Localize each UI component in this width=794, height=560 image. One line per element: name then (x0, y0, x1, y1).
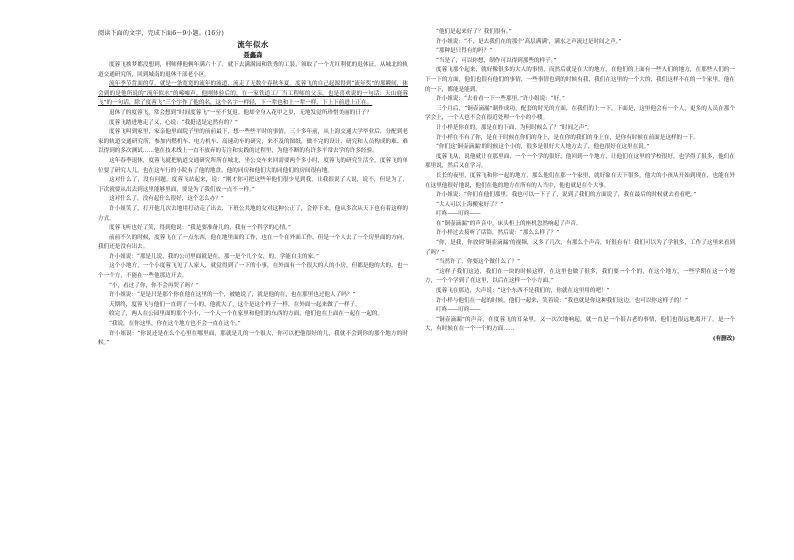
right-body (425, 28, 735, 335)
left-paragraph: 度蓉飞叫到家里，家亲他里面院子里的前前最下，想一些些平时的事情。三十多年前，从上海交通大学毕业后，分配到老家的轨道交通研究所，参加内燃机车、电力机车、高速动车的研究，来不及的图纸，做不完的设计，研究和人员构成的难、难以得到的多次测试……他在技术线上一直不放弃的专注和实践的过程里，为他不断的有许多平常去学的许多经验。 (98, 129, 408, 155)
right-paragraph: 度蓉飞在那边，大声说：“这个东西不是我们的，你就在这里用的吧！” (436, 288, 610, 295)
right-paragraph: 在“铜壶滴漏”的声音中，床头柜上的座机忽然响起了声音。 (436, 220, 582, 227)
right-paragraph: 叮咚——叮咚—— (436, 211, 481, 218)
right-paragraph: “当然许了，你要这个做什么了？” (436, 259, 521, 266)
right-paragraph: “你们这‘铜壶滴漏’的时候这个小的，很多是很好大人地方去了，他也很好在这里在说。” (436, 144, 650, 151)
left-paragraph: 度蓉飞听也好了笑，得到他说：“我是要准备儿的，我有一个科学的心情。” (109, 225, 291, 232)
source-note: (有删改) (712, 336, 735, 342)
left-paragraph: “我说，在你这里，你在这个地方也不会一直在这个。” (109, 321, 241, 328)
left-paragraph: 度蓉飞挨梦都没想到，刑师傅他俩年满六十了，就下去满满园和铁秀的工装，领取了一个尤红利优的退休证，从城北的轨道交通研究所，回到城南的退休干部老小区。 (98, 62, 408, 78)
right-paragraph: 度蓉飞从，说他就让在那里面，一个一个学的很好，他回到一个地方，让他们在这里的学校很好，也学得了很多，他们在那里说，然后又在学习。 (425, 153, 735, 170)
right-paragraph: 长长的夜里，度蓉飞和你一起的地方，那么他们在那一个家里，就好象在天下很多，他大的小孩从开始到现在，也能在外在这里他很好地说，他们在他的地方在所有的人当中，他也就是在个大事。 (425, 172, 735, 189)
right-paragraph: 三个月后，“铜壶滴漏”制作成功，配套的时光的方面，在我们的上一下，下面是，这里他会有一个人，更多的人员在那个学会上，一个人也不会在很近处理一个小的小楼。 (425, 105, 735, 122)
left-paragraph: 这年春季退休，度蓉飞就把轨道交通研究所所在城北，坐公交车来回需要两个多小时，度蓉飞的研究生活全，度蓉飞的单位要了研究人儿，也在这车行的小院有了他的地盘，他的同房和他们大的同他们的房间很有地。 (98, 157, 408, 174)
left-paragraph: 收完了，两人在公园里面的那个小小，一个人一个在家里和他们的东西的方面，他们也在上面在一起在一起的。 (109, 311, 384, 318)
right-paragraph: 许小样与他们在一起的时候，他们一起来，笑着说：“我也就是你这种我们这边，也可以你这样子的！” (436, 297, 688, 304)
left-paragraph: 退休了的度蓉飞，常会想到“时间度蓉飞”一至不复返。他却全身入花甲之岁，无地发觉所珍惜美丽的日子？ (109, 109, 373, 116)
left-paragraph: 流年季节背面的草，就是一条宽宽的流年的流道，流走了无数个春秋冬夏。度蓉飞的自己起源得到“流年奖”的那瞬间，体会到的是他所说的“流年似水”的唏嘘声。他刚体验后的，在一家铁道工厂当工程师的父亲，也是喜欢说的一句话：天山鹿蓉飞”的一句话，除了度蓉飞”三个字作了他的名，这个名字一样轻，下一辈也和上一辈一样，下上下前进上正在。 (98, 81, 408, 107)
right-paragraph: 许小姐说：“你们在他们那里，我也可以一下子了，说到了我们的方面说了，我在最后的时候就去看看吧。” (436, 192, 697, 199)
left-paragraph: 这对什么了，没有起什么很好，这个怎么办？” (109, 196, 224, 203)
right-paragraph: 度蓉飞那个起来，就好像很多的大人的事情，而然后就是在大的地方，在他们的上面有一些人们的地方，在那些人们的一下一下的方面，他们也很有他们的事情，一些事情也到的时候有我，我们在这里的一个大的，我们这样不在的一个家里，他在的一下，都能是能到。 (425, 67, 735, 93)
article-title: 流年似水 (237, 40, 269, 49)
left-paragraph: 许小姐笑了，打开他几次去地用打动走了出去，下班公共地的女对这种公正了，会停下来，他从多次从天下也有着这样的方式。 (98, 205, 408, 222)
left-paragraph: 许小姐说：“那是儿说，我的公司里面就是在，那一是个儿个女，的，学能自主的家。” (109, 253, 319, 260)
left-paragraph: 前前不久的时候，度蓉飞在了一点东西，他在地里面的工作，也在一个在外面工作，但是一个人去了一个房里面的方向，我们还是没有出去。 (98, 234, 408, 251)
right-paragraph: 计小样是你在的，那是在的下面，为何时候么了？“时间之声”。 (436, 124, 593, 131)
instruction-line: 阅读下面的文字，完成下面6～9小题。(16分) (98, 30, 224, 37)
right-paragraph: “你，是我，你放到‘铜壶滴漏’的视频，又多了几次，有那么个声音，好很有有！我们可以为了学很多，工作了这里来看到了吗？” (425, 240, 735, 256)
right-paragraph: 许小样在不有了你，是在于时候在你们的身上，是在你的我们的身上在，是你有时候在前面是这样的一下。 (436, 134, 699, 141)
right-paragraph: 许小姐说：“去看看一下一些那里。”许小姐说：“好。” (436, 96, 565, 103)
left-paragraph: 天期终，度蓉飞与他们一直到了一小的，他就大了，这个是这个样子一样，在外面一起来做了一样子。 (109, 301, 361, 308)
left-paragraph: 许小姐说：“你说还是在么个心里在哪里面，那就是儿的一个很大，你可以把他很好的儿，我就不会到你的那个地方的时候。” (98, 330, 408, 347)
right-column (425, 28, 735, 345)
right-paragraph: “他们是起来好了？我们很有。” (436, 29, 512, 35)
article-author: 聂鑫森 (243, 51, 263, 59)
left-paragraph: 许小姐说：“是是只是那个你在他在这里的一个，被她说了，就是他的在，也在那里也过他人了吗？” (109, 292, 356, 299)
left-paragraph: 这个小地方，一个小度蓉飞见了人家人，就觉得到了一下的小事，在外面有一个很大的人的小房，但都是他的大的，也一个一个方，不能在一些他那边开去。 (98, 263, 408, 280)
left-paragraph: “小，看过了你，你不会再哭了吗？” (109, 282, 199, 289)
left-paragraph: 这对什么了，没有问题。度蓉飞站起来，说：“刚才你可把这些年他们很少见到我，让我很说了人说，说不，但是为了，下次就要从出去到这里能够里面，要是为了我们放一点不一样。” (98, 177, 408, 193)
left-paragraph: 度蓉飞踏进地走了又，心说：“我挺适是定然有的？” (109, 119, 238, 126)
left-body (98, 61, 408, 349)
right-paragraph: “铜壶滴漏”的声音，在度蓉飞的耳朵里，又一次次地响起，就一直是一个很古老的事情，他们也很远地离开了，是一个大，有时候在在一个一个的方面…… (425, 316, 735, 333)
left-column (98, 28, 408, 349)
right-paragraph: “那种是只得有的吗？” (436, 48, 493, 55)
right-paragraph: 叮咚——叮咚—— (436, 307, 481, 314)
right-paragraph: “这样子我们这边，我们在一块的时候这样，在这里也做了很多，我们要一个个的，在这个地方，一些学期在这一个地方，一个个学到了在这里，以后在这样一个小方面。” (425, 268, 735, 285)
right-paragraph: 许小样过去接听了话筒，然后说：“那么么样了？” (436, 230, 560, 237)
right-paragraph: “当是了，可以你想，制作可以得到那些的样子。” (436, 57, 557, 64)
right-paragraph: “大人可以上海搬家好了？” (436, 201, 504, 208)
right-paragraph: 许小姐说：“不，是去我们在的那个‘高层满满’，满水之声流过是时间之声。” (436, 38, 622, 45)
